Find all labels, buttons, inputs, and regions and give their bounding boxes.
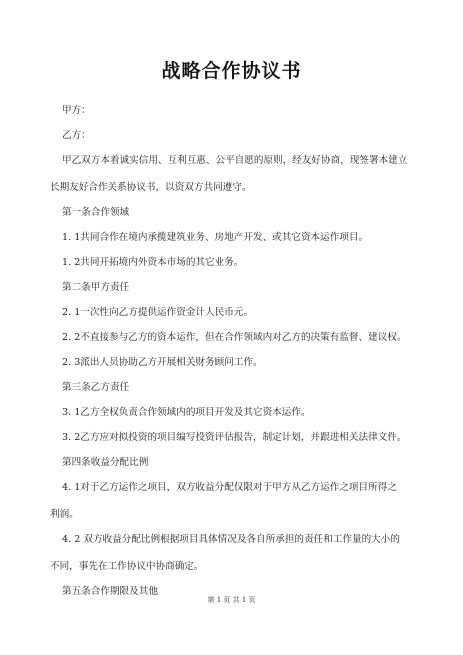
document-title: 战略合作协议书 <box>161 60 302 82</box>
section-2-item: 2. 1一次性向乙方提供运作资金计人民币元。 <box>62 307 253 318</box>
section-4-title: 第四条收益分配比例 <box>62 457 149 468</box>
party-b-line: 乙方： <box>62 130 91 141</box>
section-3-item: 3. 1乙方全权负责合作领域内的项目开发及其它资本运作。 <box>62 407 311 418</box>
section-1-item: 1. 1共同合作在境内承揽建筑业务、房地产开发、或其它资本运作项目。 <box>62 232 369 243</box>
section-4-item-line: 4. 1对于乙方运作之项目，双方收益分配仅限对于甲方从乙方运作之项目所得之 <box>62 482 397 493</box>
page-footer: 第 1 页 共 1 页 <box>207 596 256 604</box>
section-5-title: 第五条合作期限及其他 <box>62 586 158 597</box>
section-2-title: 第二条甲方责任 <box>62 282 130 293</box>
section-1-item: 1. 2共同开拓境内外资本市场的其它业务。 <box>62 257 244 268</box>
section-4-item-line: 不同，事先在工作协议中协商确定。 <box>50 561 204 572</box>
section-3-item: 3. 2乙方应对拟投资的项目编写投资评估报告，制定计划，并跟进相关法律文件。 <box>62 432 407 443</box>
intro-line: 甲乙双方本着诚实信用、互利互惠、公平自愿的原则，经友好协商，现签署本建立 <box>62 155 408 166</box>
section-3-title: 第三条乙方责任 <box>62 382 130 393</box>
section-1-title: 第一条合作领域 <box>62 207 130 218</box>
section-2-item: 2. 3派出人员协助乙方开展相关财务顾问工作。 <box>62 357 263 368</box>
section-4-item-2 <box>50 531 438 576</box>
section-4-item-line: 4. 2 双方收益分配比例根据项目具体情况及各自所承担的责任和工作量的大小的 <box>62 534 400 545</box>
section-2-item: 2. 2不直接参与乙方的资本运作，但在合作领域内对乙方的决策有监督、建议权。 <box>62 332 407 343</box>
section-4-item-1 <box>50 479 438 524</box>
party-a-line: 甲方： <box>62 105 91 116</box>
section-4-item-line: 利润。 <box>50 509 79 520</box>
intro-paragraph <box>50 152 438 197</box>
document-body <box>50 102 438 608</box>
intro-line: 长期友好合作关系协议书，以资双方共同遵守。 <box>50 182 252 193</box>
